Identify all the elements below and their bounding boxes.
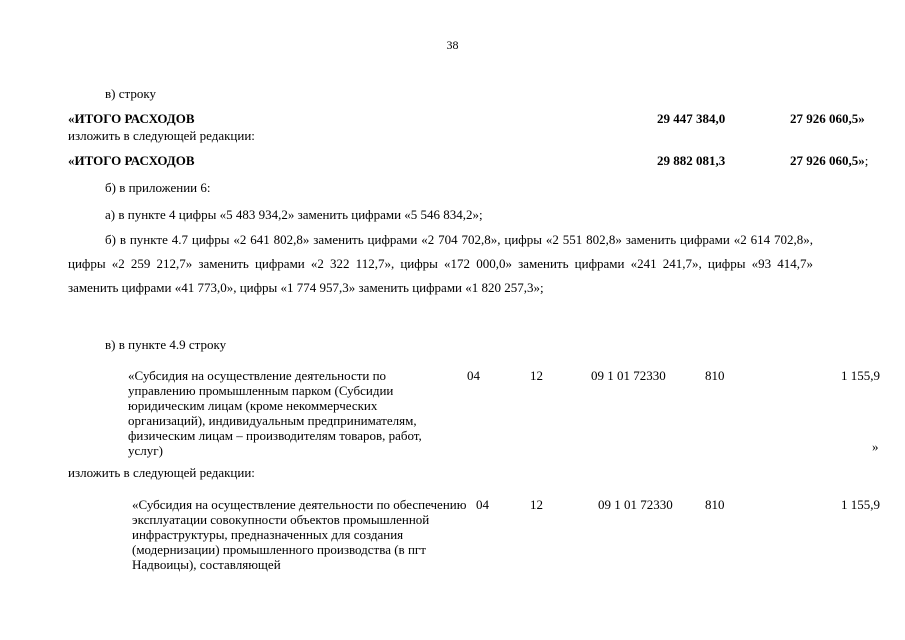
row1-value-1: 29 447 384,0 [657,111,726,126]
old-row-description: «Субсидия на осуществление деятельности по управлению промышленным парком (Субсидии юридическим лицам (кроме некоммерческих организаций), индивидуальным предпринимателям, физическим лицам – производителям товаров, работ, услуг) [128,368,422,458]
replace-text-2: изложить в следующей редакции: [68,465,255,480]
row2-label: «ИТОГО РАСХОДОВ [68,153,195,168]
old-row-section: 04 [467,368,480,383]
row2-value-2-wrap [790,153,868,169]
new-row-expense-type: 810 [705,497,725,512]
new-row-section: 04 [476,497,489,512]
row2-value-2: 27 926 060,5» [790,153,865,168]
old-row-subsection: 12 [530,368,543,383]
old-row-target-article: 09 1 01 72330 [591,368,666,383]
row2-suffix: ; [864,153,869,168]
new-row-target-article: 09 1 01 72330 [598,497,673,512]
row2-value-1: 29 882 081,3 [657,153,726,168]
new-row-subsection: 12 [530,497,543,512]
old-row-close-quote: » [872,439,879,454]
old-row-amount: 1 155,9 [841,368,880,383]
item-b-v: в) в пункте 4.9 строку [105,337,227,352]
replace-text-1: изложить в следующей редакции: [68,128,255,143]
item-b-b-text: б) в пункте 4.7 цифры «2 641 802,8» заменить цифрами «2 704 702,8», цифры «2 551 802,8» заменить цифрами «2 614 702,8», цифры «2 259 212,7» заменить цифрами «2 322 112,7», цифры «172 000,0» заменить цифрами «241 241,7», цифры «93 414,7» заменить цифрами «41 773,0», цифры «1 774 957,3» заменить цифрами «1 820 257,3»; [68,232,813,295]
old-row-expense-type: 810 [705,368,725,383]
line-v-stroku: в) строку [105,86,156,101]
row1-label: «ИТОГО РАСХОДОВ [68,111,195,126]
row1-value-2: 27 926 060,5» [790,111,865,126]
item-b-a: а) в пункте 4 цифры «5 483 934,2» заменить цифрами «5 546 834,2»; [105,207,483,222]
page-number: 38 [446,38,459,52]
new-row-description: «Субсидия на осуществление деятельности по обеспечению эксплуатации совокупности объектов промышленной инфраструктуры, предназначенных для создания (модернизации) промышленного производства (в пгт Надвоицы), составляющей [132,497,467,572]
item-b-b-paragraph [68,228,813,300]
item-b: б) в приложении 6: [105,180,211,195]
new-row-amount: 1 155,9 [841,497,880,512]
